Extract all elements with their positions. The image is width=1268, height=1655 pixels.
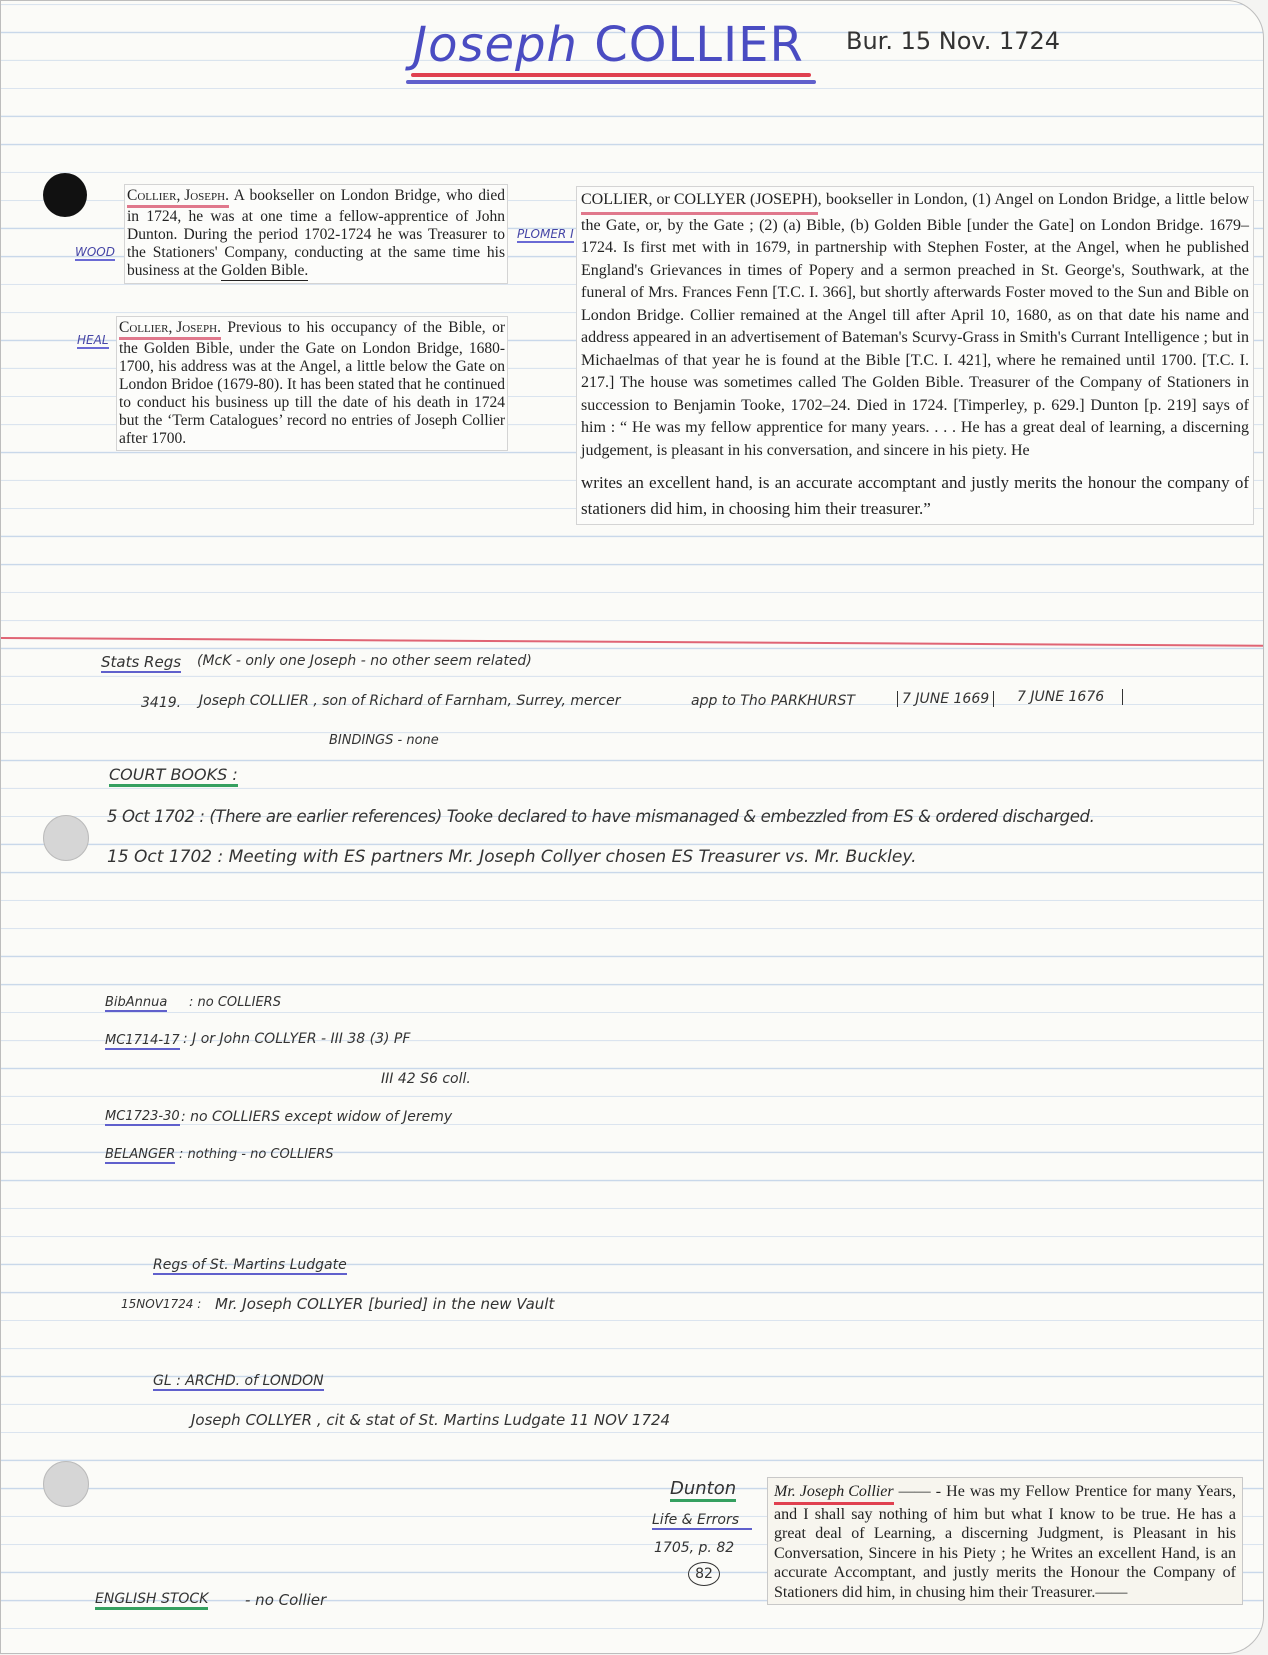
entry-text: , bookseller in London, (1) Angel on London Bridge, a little below the Gate, or, by the Gate ; (2) (a) Bible, (b) Golden Bible [under the Gate] on London Bridge. 1679–1724. Is first met with in 1679, in partnership with Stephen Foster, at the Angel, when he published England's Grievances in times of Popery and a sermon preached in St. George's, Southwark, at the funeral of Mrs. Frances Fenn [T.C. I. 366], but shortly afterwards Foster moved to the Sun and Bible on London Bridge. Collier remained at the Angel till after April 10, 1680, as on that date his name and address appeared in an advertisement of Bateman's Scurvy-Grass in Smith's Currant Intelligence ; but in Michaelmas of that year he is found at the Bible [T.C. I. 421], where he remained until 1700. [T.C. I. 217.] The house was sometimes called The Golden Bible. Treasurer of the Company of Stationers in succession to Benjamin Tooke, 1702–24. Died in 1724. [Timperley, p. 629.] Dunton [p. 219] says of him : “ He was my fellow apprentice for many years. . . . He has a great deal of learning, a discerning judgement, is pleasant in his conversation, and sincere in his piety. He	[581, 191, 1249, 459]
red-divider	[1, 637, 1263, 647]
entry-text-continued: writes an excellent hand, is an accurate accomptant and justly merits the honour the company of stationers did him, in choosing him their treasurer.”	[581, 473, 1249, 518]
court-book-entry-1: 5 Oct 1702 : (There are earlier references) Tooke declared to have mismanaged & embezzled from ES & ordered discharged.	[107, 807, 1095, 826]
court-books-heading: COURT BOOKS :	[109, 765, 238, 787]
entry-name: Collier, Joseph.	[127, 187, 229, 208]
stats-regs-note: (McK - only one Joseph - no other seem related)	[197, 653, 532, 669]
entry-text: A bookseller on London Bridge, who died in 1724, he was at one time a fellow-apprentice of John Dunton. During the period 1702-1724 he was Treasurer to the Stationers' Company, conducting at the same time his business at the	[127, 187, 505, 279]
bibannua-text: : no COLLIERS	[189, 995, 281, 1010]
dunton-page: 82	[688, 1562, 720, 1586]
dunton-name: Dunton	[670, 1478, 736, 1502]
clipping-plomer	[577, 187, 1253, 524]
mc1714-label: MC1714-17	[105, 1033, 180, 1048]
mc1714-text: : J or John COLLYER - III 38 (3) PF	[183, 1031, 411, 1047]
court-book-entry-2: 15 Oct 1702 : Meeting with ES partners Mr. Joseph Collyer chosen ES Treasurer vs. Mr. Buckley.	[107, 847, 917, 867]
bibannua-label: BibAnnua	[105, 995, 168, 1010]
entry-name: Collier, Joseph.	[119, 319, 221, 340]
source-label-wood: WOOD	[75, 245, 115, 259]
st-martins-burial: Mr. Joseph COLLYER [buried] in the new Vault	[215, 1295, 555, 1313]
punch-hole-bottom	[43, 1461, 89, 1507]
belanger-text: : nothing - no COLLIERS	[179, 1147, 334, 1162]
title-underline-blue	[406, 80, 816, 84]
source-label-heal: HEAL	[77, 333, 109, 347]
stats-bound-date: 7 JUNE 1669	[897, 691, 994, 707]
stats-free-date: 7 JUNE 1676	[1013, 689, 1123, 705]
source-label-plomer: PLOMER I	[517, 227, 574, 241]
clipping-wood	[125, 185, 507, 283]
gl-entry: Joseph COLLYER , cit & stat of St. Martins Ludgate 11 NOV 1724	[191, 1411, 671, 1429]
stats-entry-text: Joseph COLLIER , son of Richard of Farnham, Surrey, mercer	[199, 693, 621, 709]
entry-end: Golden Bible.	[221, 262, 309, 279]
st-martins-date: 15NOV1724 :	[121, 1297, 202, 1311]
st-martins-heading: Regs of St. Martins Ludgate	[153, 1257, 347, 1273]
dunton-reference	[652, 1478, 752, 1586]
dunton-quote	[768, 1478, 1242, 1604]
title-surname: COLLIER	[594, 17, 804, 73]
punch-hole-top	[43, 173, 87, 217]
stats-entry-number: 3419.	[141, 695, 182, 711]
entry-text: Previous to his occupancy of the Bible, or the Golden Bible, under the Gate on London Bridge, 1680-1700, his address was at the Angel, a little below the Gate on London Bridoe (1679-80). It has been stated that he continued to conduct his business up till the date of his death in 1724 but the ‘Term Catalogues’ record no entries of Joseph Collier after 1700.	[119, 319, 505, 447]
stats-regs-heading: Stats Regs	[101, 653, 182, 671]
title-underline-red	[411, 73, 811, 77]
clipping-heal	[117, 317, 507, 450]
mc1723-label: MC1723-30	[105, 1109, 180, 1124]
punch-hole-middle	[43, 815, 89, 861]
gl-heading: GL : ARCHD. of LONDON	[153, 1373, 324, 1389]
dunton-ref: 1705, p. 82	[654, 1540, 735, 1556]
mc1714-ref: III 42 S6 coll.	[381, 1071, 471, 1087]
burial-date: Bur. 15 Nov. 1724	[846, 27, 1061, 55]
belanger-label: BELANGER	[105, 1147, 176, 1162]
mc1723-text: : no COLLIERS except widow of Jeremy	[181, 1109, 453, 1125]
english-stock-text: - no Collier	[245, 1591, 327, 1609]
title-first-name: Joseph	[413, 17, 578, 73]
quote-name: Mr. Joseph Collier	[774, 1482, 894, 1505]
entry-name: COLLIER, or COLLYER (JOSEPH)	[581, 189, 818, 215]
page-title	[413, 17, 804, 73]
bindings-note: BINDINGS - none	[329, 733, 439, 748]
quote-text: —— - He was my Fellow Prentice for many Years, and I shall say nothing of him but what I know to be true. He has a great deal of Learning, a discerning Judgment, is Pleasant in his Conversation, Sincere in his Piety ; he Writes an excellent Hand, is an accurate Accomptant, and justly merits the Honour the Company of Stationers did him, in chusing him their Treasurer.——	[774, 1483, 1236, 1601]
stats-apprenticed-to: app to Tho PARKHURST	[691, 693, 855, 709]
english-stock-heading: ENGLISH STOCK	[95, 1591, 208, 1610]
dunton-work: Life & Errors	[652, 1512, 752, 1530]
